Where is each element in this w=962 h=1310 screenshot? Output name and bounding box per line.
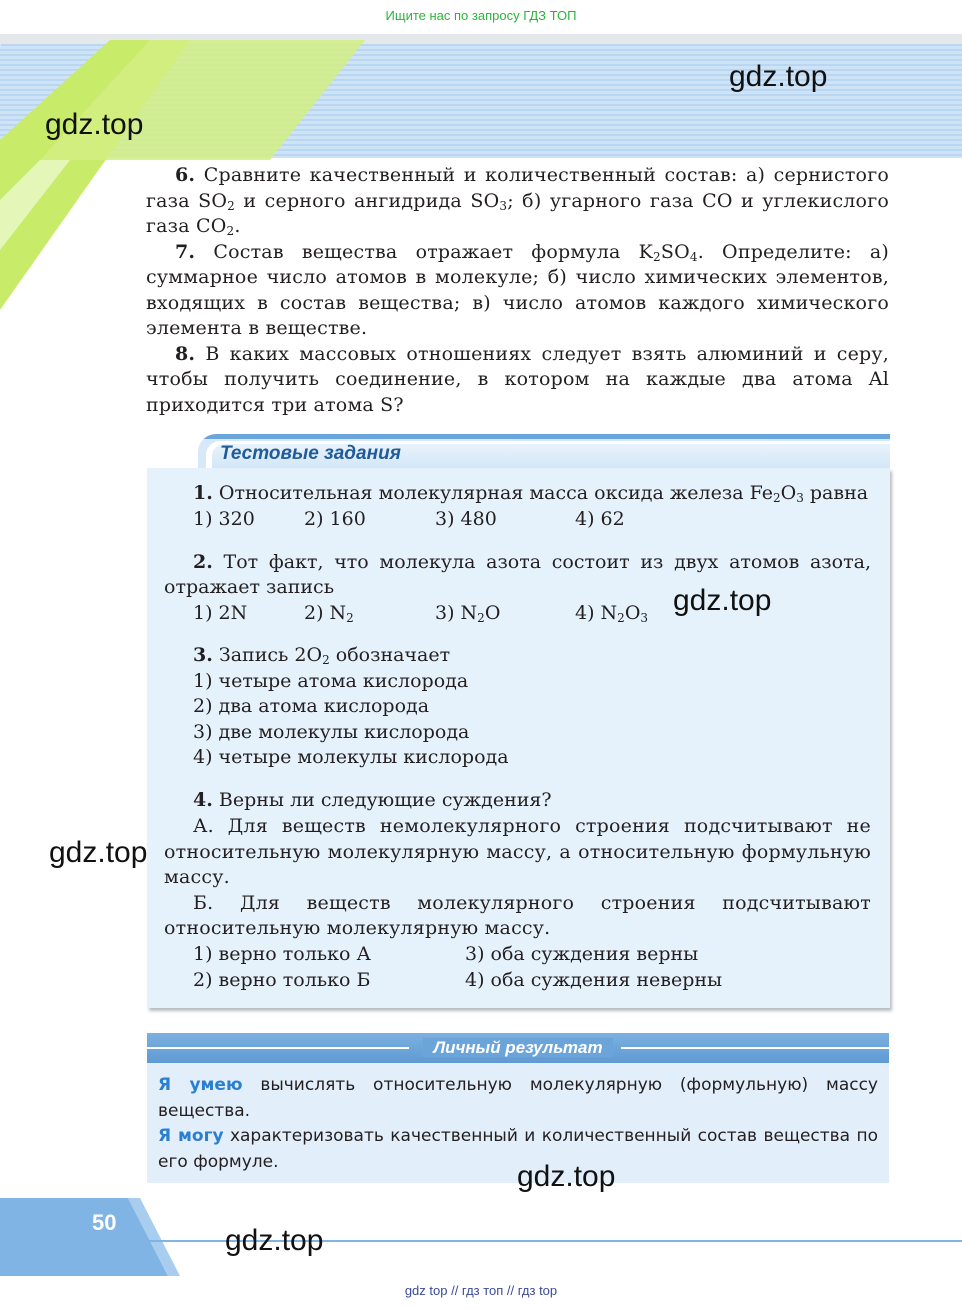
test-q4-statement-a: А. Для веществ немолекулярного строения подсчитывают не относительную молекулярную массу, а относительную формульную массу. — [164, 815, 871, 888]
test-q3-option: 2) два атома кислорода — [193, 695, 430, 717]
watermark-top-right: gdz.top — [729, 60, 828, 93]
test-q3-option: 4) четыре молекулы кислорода — [193, 746, 509, 768]
watermark-bottom-left: gdz.top — [225, 1224, 324, 1257]
test-q3-option: 3) две молекулы кислорода — [193, 721, 470, 743]
test-q4-text: 4. Верны ли следующие суждения? — [193, 789, 552, 811]
test-q3-text: 3. Запись $2O_2$ обозначает — [193, 644, 451, 667]
page-number: 50 — [92, 1210, 117, 1235]
watermark-mid-right: gdz.top — [673, 584, 772, 617]
test-q2-option: 4) $N_2O_3$ — [575, 602, 649, 625]
test-q2-option: 1) 2N — [193, 602, 248, 624]
test-q2-text-cont: отражает запись — [164, 576, 335, 598]
test-q2-text: 2. Тот факт, что молекула азота состоит из двух атомов азота, — [193, 551, 871, 573]
watermark-bottom-center: gdz.top — [517, 1160, 616, 1193]
test-q4-option: 3) оба суждения верны — [465, 943, 699, 965]
test-section-title: Тестовые задания — [220, 443, 401, 464]
test-q4-option: 4) оба суждения неверны — [465, 969, 723, 991]
test-q4-statement-b: Б. Для веществ молекулярного строения подсчитывают относительную молекулярную массу. — [164, 891, 871, 939]
test-q1-option: 3) 480 — [435, 508, 497, 530]
test-q3-option: 1) четыре атома кислорода — [193, 670, 469, 692]
test-q1-option: 4) 62 — [575, 508, 625, 530]
test-q4-option: 2) верно только Б — [193, 969, 371, 991]
result-header — [147, 1033, 889, 1063]
tasks-block — [146, 163, 889, 418]
test-q2-option: 2) $N_2$ — [304, 602, 354, 625]
test-q1-text: 1. Относительная молекулярная масса оксида железа $Fe_2O_3$ равна — [193, 482, 869, 505]
result-skill-2: Я могу характеризовать качественный и количественный состав вещества по его формуле. — [158, 1126, 879, 1172]
task-7: 7. Состав вещества отражает формула $K_2SO_4$. Определите: а) суммарное число атомов в молекуле; б) число химических элементов, входящих в состав вещества; в) число атомов каждого химического элемента в веществе. — [146, 240, 889, 339]
result-title: Личный результат — [147, 1038, 889, 1058]
test-q1-option: 2) 160 — [304, 508, 366, 530]
watermark-mid-left: gdz.top — [49, 836, 148, 869]
test-q1-option: 1) 320 — [193, 508, 255, 530]
watermark-top-left: gdz.top — [45, 108, 144, 141]
footer-links[interactable]: gdz top // гдз топ // гдз top — [404, 1283, 558, 1298]
result-skill-1: Я умею вычислять относительную молекулярную (формульную) массу вещества. — [158, 1075, 878, 1121]
task-6: 6. Сравните качественный и количественный состав: а) сернистого газа $SO_2$ и серного ангидрида $SO_3$; б) угарного газа CO и углекислого газа $CO_2$. — [146, 164, 889, 238]
top-banner: Ищите нас по запросу ГДЗ ТОП — [385, 8, 577, 23]
test-q4-option: 1) верно только А — [193, 943, 371, 965]
test-q4-statements — [164, 814, 871, 942]
footer-band — [0, 1198, 962, 1278]
task-8: 8. В каких массовых отношениях следует взять алюминий и серу, чтобы получить соединение, в котором на каждые два атома Al приходится три атома S? — [146, 342, 889, 416]
test-q2-option: 3) $N_2O$ — [435, 602, 501, 625]
